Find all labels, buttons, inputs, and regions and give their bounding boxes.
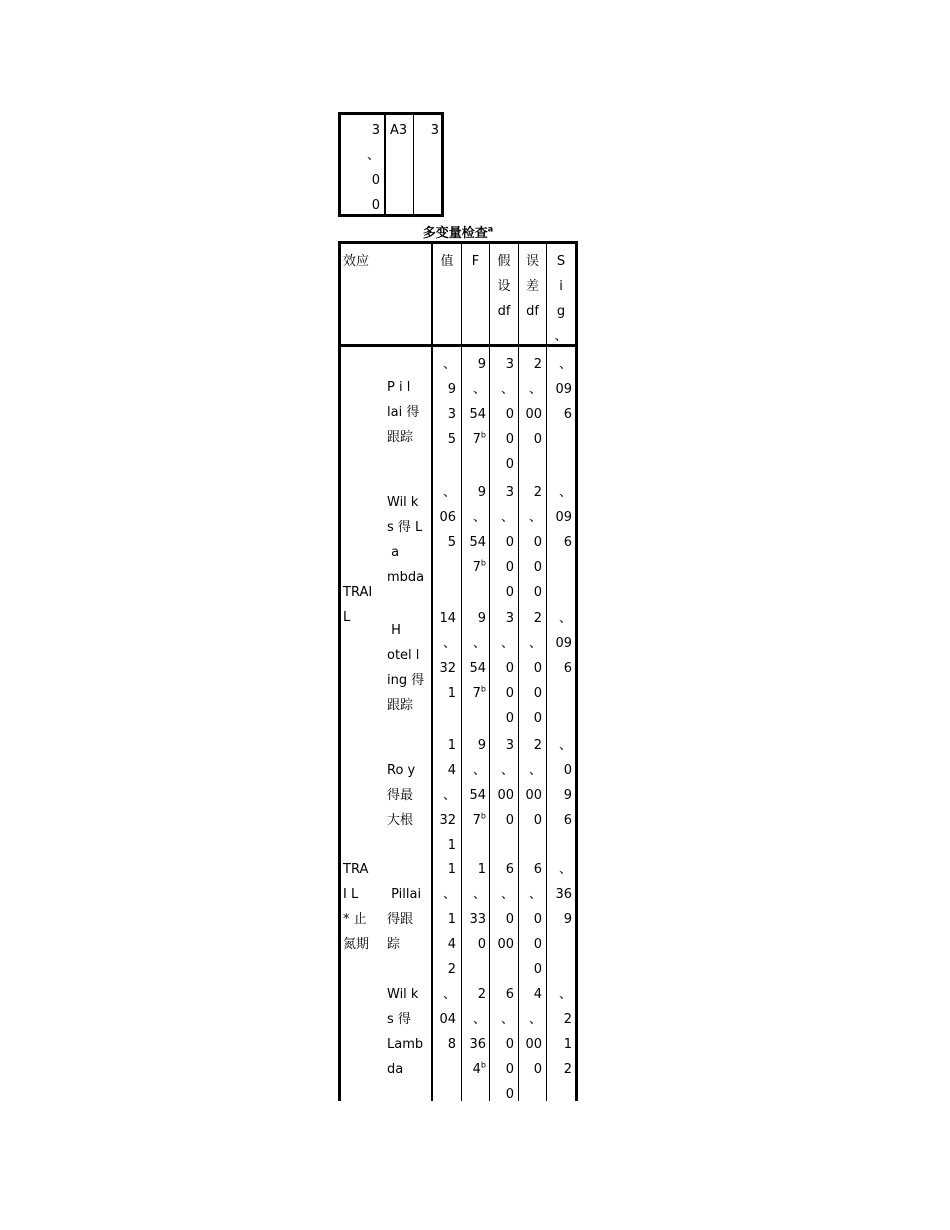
value-cell: 、 9 3 5 — [442, 357, 456, 447]
error-df-cell: 6 、 0 0 0 — [528, 862, 542, 977]
value-cell: 1 4 、 32 1 — [439, 738, 456, 853]
f-cell: 9 、 54 7$^b$ — [469, 611, 486, 701]
hypothesis-df-cell: 3 、 00 0 — [497, 738, 514, 828]
header-hypothesis-df: 假 设 df — [497, 254, 511, 319]
effect-group-label: TRAI L — [343, 585, 373, 625]
sig-cell: 、 36 9 — [555, 862, 572, 927]
table-caption: 多变量检查$^a$ — [422, 224, 494, 241]
f-cell: 1 、 33 0 — [469, 862, 486, 952]
value-cell: 、 04 8 — [439, 987, 456, 1052]
test-name: Pillai 得跟 踪 — [387, 887, 422, 952]
error-df-cell: 2 、 0 0 0 — [528, 611, 542, 726]
sig-cell: 、 09 6 — [555, 357, 572, 422]
sig-cell: 、 0 9 6 — [558, 738, 572, 828]
hypothesis-df-cell: 6 、 0 0 0 — [500, 987, 514, 1102]
f-cell: 2 、 36 4$^b$ — [469, 987, 486, 1077]
sig-cell: 、 2 1 2 — [558, 987, 572, 1077]
test-name: Wil k s 得 Lamb da — [387, 987, 424, 1077]
f-cell: 9 、 54 7$^b$ — [469, 485, 486, 575]
f-cell: 9 、 54 7$^b$ — [469, 738, 486, 828]
hypothesis-df-cell: 6 、 0 00 — [497, 862, 514, 952]
value-cell: 1 、 1 4 2 — [442, 862, 456, 977]
fragment-cell-2: A3 — [390, 123, 408, 138]
header-sig: S i g 、 — [554, 254, 568, 344]
fragment-cell-1: 3 、 0 0 — [366, 123, 380, 213]
hypothesis-df-cell: 3 、 0 0 0 — [500, 611, 514, 726]
error-df-cell: 2 、 00 0 — [525, 357, 542, 447]
test-name: H otel l ing 得 跟踪 — [387, 623, 425, 713]
test-name: P i l lai 得 跟踪 — [387, 380, 420, 445]
sig-cell: 、 09 6 — [555, 611, 572, 676]
value-cell: 、 06 5 — [439, 485, 456, 550]
error-df-cell: 2 、 0 0 0 — [528, 485, 542, 600]
value-cell: 14 、 32 1 — [439, 611, 456, 701]
error-df-cell: 2 、 00 0 — [525, 738, 542, 828]
header-effect: 效应 — [343, 254, 370, 269]
header-error-df: 误 差 df — [525, 254, 539, 319]
error-df-cell: 4 、 00 0 — [525, 987, 542, 1077]
effect-group-label: TRA I L * 止 氮期 — [343, 862, 370, 952]
fragment-cell-3: 3 — [430, 123, 439, 138]
test-name: Ro y 得最 大根 — [387, 763, 416, 828]
hypothesis-df-cell: 3 、 0 0 0 — [500, 485, 514, 600]
header-value: 值 — [440, 254, 454, 269]
hypothesis-df-cell: 3 、 0 0 0 — [500, 357, 514, 472]
header-f: F — [471, 254, 480, 269]
test-name: Wil k s 得 L a mbda — [387, 495, 425, 585]
f-cell: 9 、 54 7$^b$ — [469, 357, 486, 447]
sig-cell: 、 09 6 — [555, 485, 572, 550]
